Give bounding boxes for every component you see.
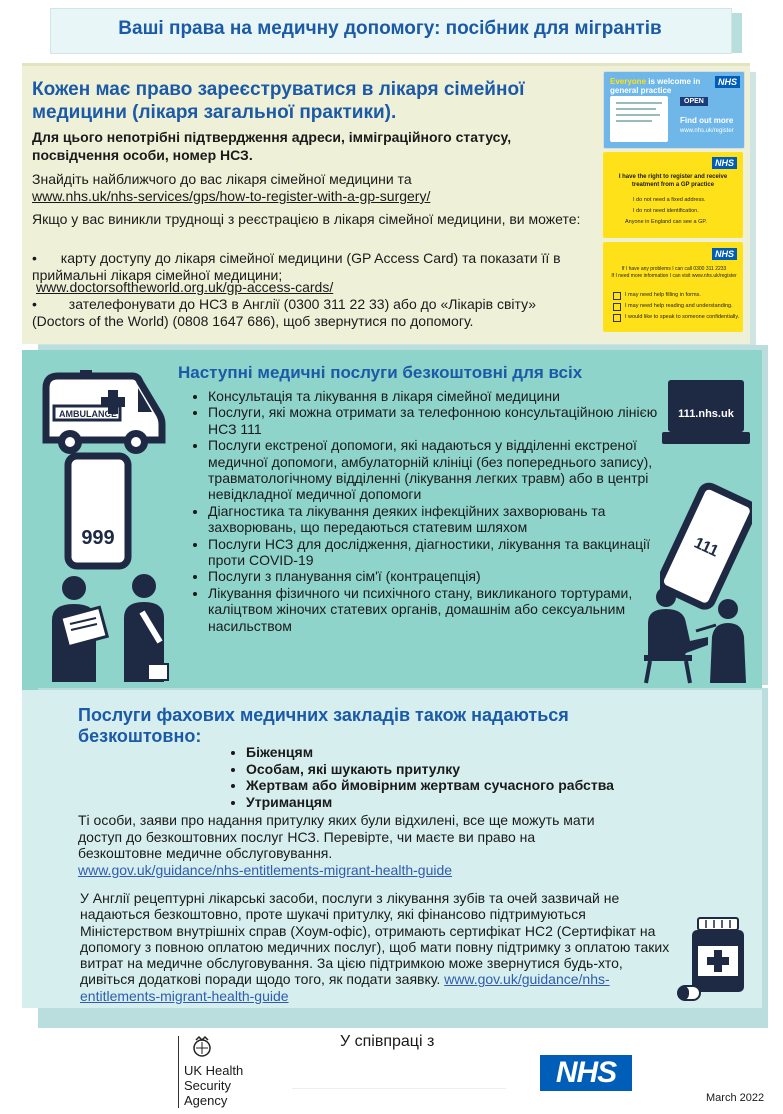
ambulance-label: AMBULANCE xyxy=(59,409,117,419)
doctor-patient-icon xyxy=(44,572,180,684)
partner-placeholder xyxy=(292,1066,506,1089)
ukhsa-line2: Security xyxy=(184,1078,231,1093)
list-item: • Жертвам або ймовірним жертвам сучасного рабства xyxy=(246,777,614,794)
card2-line1: I do not need a fixed address. xyxy=(633,197,706,203)
entitlements-link[interactable]: www.gov.uk/guidance/nhs-entitlements-migrant-health-guide xyxy=(78,861,453,878)
find-out-more: Find out more xyxy=(680,116,734,125)
royal-crest-icon xyxy=(190,1034,214,1058)
ukhsa-line1: UK Health xyxy=(184,1063,244,1078)
poster-url: www.nhs.uk/register xyxy=(680,128,734,134)
gp-access-card-link[interactable]: www.doctorsoftheworld.org.uk/gp-access-cards/ xyxy=(36,279,334,295)
phone-999-icon xyxy=(64,452,134,570)
bullet-mark: • xyxy=(32,250,37,266)
list-item: • Особам, які шукають притулку xyxy=(246,761,614,778)
card3-check2: I may need help reading and understanding. xyxy=(625,303,733,309)
prescription-paragraph xyxy=(80,890,670,1004)
partnership-label: У співпраці з xyxy=(340,1033,435,1050)
section1-note: Для цього непотрібні підтвердження адреси, іммiграційного статусу, посвідчення особи, номер НСЗ. xyxy=(32,129,512,163)
checkbox-icon xyxy=(613,314,621,322)
ukhsa-logo xyxy=(184,1063,304,1108)
section3-title: Послуги фахових медичних закладів також надаються безкоштовно: xyxy=(78,705,569,746)
entitlements-link-2[interactable]: www.gov.uk/guidance/nhs-entitlements-migrant-health-guide xyxy=(80,971,610,1004)
open-sign: OPEN xyxy=(680,97,708,106)
prescription-text: У Англії рецептурні лікарські засоби, послуги з лікування зубів та очей зазвичай не надаються безкоштовно, проте шукачі притулку, які фінансово підтримуються Міністерством внутрішніх справ (Хоум-офіс), отримають сертифікат HC2 (Сертифікат на допомогу з повною оплатою медичних послуг), щоб мати повну підтримку з оплатою таких витрат на медичне обслуговування. За цією підтримкою може звернутися будь-хто, дивіться додаткові поради щодо того, як подати заявку. xyxy=(80,890,670,988)
ukhsa-divider xyxy=(178,1036,179,1108)
checkbox-icon xyxy=(613,303,621,311)
bullet-mark: • xyxy=(32,296,37,312)
bullet-call-nhs-text: зателефонувати до НСЗ в Англії (0300 311 22 33) або до «Лікарів світу» (Doctors of the World) (0808 1647 686), щоб звернутися по допомогу. xyxy=(32,296,537,329)
nhs-logo: NHS xyxy=(540,1055,632,1091)
section1-title: Кожен має право зареєструватися в лікаря сімейної медицини (лікаря загальної практики). xyxy=(32,79,525,123)
phone-999-number: 999 xyxy=(81,527,115,549)
card3-phone-line: If I have any problems I can call 0300 311 2233 xyxy=(621,266,727,272)
list-item: • Лікування фізичного чи психічного стану, викликаного тортурами, каліцтвом жіночих статевих органів, домашнім або сексуальним насильством xyxy=(208,585,658,634)
ambulance-icon xyxy=(40,368,168,460)
list-item: • Послуги, які можна отримати за телефонною консультаційною лінією НСЗ 111 xyxy=(208,404,658,437)
card2-line3: Anyone in England can see a GP. xyxy=(625,219,707,225)
section2-title: Наступні медичні послуги безкоштовні для всіх xyxy=(178,363,583,382)
phone-111-number: 111 xyxy=(691,534,722,561)
card3-info-line: If I need more information I can visit www.nhs.uk/register xyxy=(611,273,737,279)
vaccination-icon xyxy=(636,585,754,685)
nhs-badge: NHS xyxy=(712,248,737,260)
laptop-111-icon xyxy=(660,376,752,448)
card3-check3: I would like to speak to someone confidentially. xyxy=(625,314,740,320)
nhs-badge: NHS xyxy=(712,157,737,169)
laptop-url: 111.nhs.uk xyxy=(678,408,734,420)
card2-title: I have the right to register and receive treatment from a GP practice xyxy=(618,174,728,188)
list-item: • Консультація та лікування в лікаря сімейної медицини xyxy=(208,388,658,404)
rejected-asylum-paragraph xyxy=(78,812,598,878)
list-item: • Послуги НСЗ для дослідження, діагностики, лікування та вакцинації проти COVID-19 xyxy=(208,536,658,569)
card2-line2: I do not need identification. xyxy=(633,208,699,214)
page-title: Ваші права на медичну допомогу: посібник для мігрантів xyxy=(118,18,662,39)
card3-check1: I may need help filling in forms. xyxy=(625,292,701,298)
list-item: • Утриманцям xyxy=(246,794,614,811)
medicine-bottle-icon xyxy=(676,914,756,1006)
gp-register-link[interactable]: www.nhs.uk/nhs-services/gps/how-to-register-with-a-gp-surgery/ xyxy=(32,188,431,204)
ukhsa-line3: Agency xyxy=(184,1093,228,1108)
bullet-gp-card-text: карту доступу до лікаря сімейної медицини (GP Access Card) та показати її в приймальні лікаря сімейної медицини; xyxy=(32,250,561,283)
list-item: • Діагностика та лікування деяких інфекційних захворювань та захворювань, що передаються статевим шляхом xyxy=(208,503,658,536)
nhs-poster-card xyxy=(603,71,745,149)
nhs-right-to-register-card xyxy=(603,152,743,238)
bullet-call-nhs xyxy=(32,296,592,330)
list-item: • Біженцям xyxy=(246,744,614,761)
poster-headline: Everyone is welcome in general practice xyxy=(610,77,701,95)
rejected-asylum-text: Ті особи, заяви про надання притулку яких були відхилені, все ще можуть мати доступ до безкоштовних послуг НСЗ. Перевірте, чи маєте ви право на безкоштовне медичне обслуговування. xyxy=(78,812,595,861)
find-gp-text: Знайдіть найближчого до вас лікаря сімейної медицини та xyxy=(32,171,412,187)
nhs-badge: NHS xyxy=(715,76,740,88)
eligible-groups-list xyxy=(228,744,614,810)
list-item: • Послуги з планування сім'ї (контрацепція) xyxy=(208,568,658,584)
difficulty-text: Якщо у вас виникли труднощі з реєстрацією в лікаря сімейної медицини, ви можете: xyxy=(32,211,581,227)
checkbox-icon xyxy=(613,292,621,300)
nhs-help-card xyxy=(603,242,743,332)
free-services-list xyxy=(190,388,658,634)
list-item: • Послуги екстреної допомоги, які надаються у відділенні екстреної медичної допомоги, амбулаторній клініці (без попереднього запису), травматологічному відділенні (лікування легких травм) або в центрі невідкладної медичної допомоги xyxy=(208,437,658,503)
poster-door-sign xyxy=(610,96,668,142)
publication-date: March 2022 xyxy=(706,1092,765,1104)
